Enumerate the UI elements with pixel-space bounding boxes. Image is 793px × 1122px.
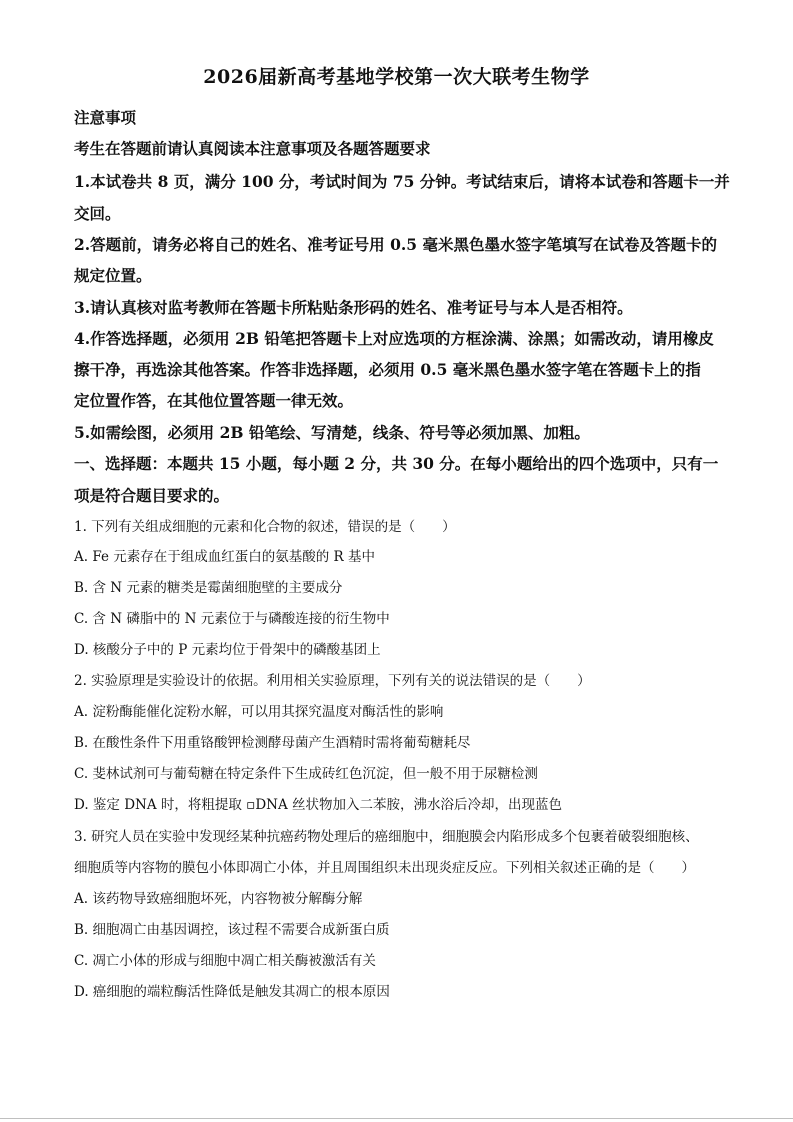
- notice-intro: 考生在答题前请认真阅读本注意事项及各题答题要求: [74, 139, 431, 158]
- question-stem: 细胞质等内容物的膜包小体即凋亡小体，并且周围组织未出现炎症反应。下列相关叙述正确的是（ ）: [74, 860, 695, 876]
- notice-heading: 注意事项: [74, 108, 137, 127]
- answer-option: A. 该药物导致癌细胞坏死，内容物被分解酶分解: [74, 891, 363, 907]
- notice-line: 擦干净，再选涂其他答案。作答非选择题，必须用 0.5 毫米黑色墨水签字笔在答题卡上的指: [74, 360, 701, 379]
- answer-option: C. 含 N 磷脂中的 N 元素位于与磷酸连接的衍生物中: [74, 611, 390, 627]
- section-heading: 项是符合题目要求的。: [74, 486, 230, 505]
- section-heading: 一、选择题：本题共 15 小题，每小题 2 分，共 30 分。在每小题给出的四个选项中，只有一: [74, 454, 719, 473]
- question-stem: 2. 实验原理是实验设计的依据。利用相关实验原理，下列有关的说法错误的是（ ）: [74, 673, 591, 689]
- answer-option: D. 鉴定 DNA 时，将粗提取 ▫DNA 丝状物加入二苯胺，沸水浴后冷却，出现蓝色: [74, 797, 563, 813]
- question-stem: 1. 下列有关组成细胞的元素和化合物的叙述，错误的是（ ）: [74, 519, 456, 535]
- notice-line: 3.请认真核对监考教师在答题卡所粘贴条形码的姓名、准考证号与本人是否相符。: [74, 298, 633, 317]
- notice-line: 4.作答选择题，必须用 2B 铅笔把答题卡上对应选项的方框涂满、涂黑；如需改动，请用橡皮: [74, 329, 714, 348]
- answer-option: A. 淀粉酶能催化淀粉水解，可以用其探究温度对酶活性的影响: [74, 704, 444, 720]
- notice-line: 5.如需绘图，必须用 2B 铅笔绘、写清楚，线条、符号等必须加黑、加粗。: [74, 423, 590, 442]
- answer-option: B. 细胞凋亡由基因调控，该过程不需要合成新蛋白质: [74, 922, 390, 938]
- answer-option: B. 在酸性条件下用重铬酸钾检测酵母菌产生酒精时需将葡萄糖耗尽: [74, 735, 471, 751]
- question-stem: 3. 研究人员在实验中发现经某种抗癌药物处理后的癌细胞中，细胞膜会内陷形成多个包裹着破裂细胞核、: [74, 829, 699, 845]
- answer-option: C. 斐林试剂可与葡萄糖在特定条件下生成砖红色沉淀，但一般不用于尿糖检测: [74, 766, 538, 782]
- notice-line: 1.本试卷共 8 页，满分 100 分，考试时间为 75 分钟。考试结束后，请将本试卷和答题卡一并: [74, 172, 730, 191]
- notice-line: 定位置作答，在其他位置答题一律无效。: [74, 391, 354, 410]
- notice-line: 2.答题前，请务必将自己的姓名、准考证号用 0.5 毫米黑色墨水签字笔填写在试卷及答题卡的: [74, 235, 717, 254]
- page-bottom-rule: [0, 1118, 793, 1119]
- answer-option: C. 凋亡小体的形成与细胞中凋亡相关酶被激活有关: [74, 953, 376, 969]
- notice-line: 规定位置。: [74, 266, 152, 285]
- notice-line: 交回。: [74, 204, 121, 223]
- answer-option: B. 含 N 元素的糖类是霉菌细胞壁的主要成分: [74, 580, 343, 596]
- answer-option: D. 核酸分子中的 P 元素均位于骨架中的磷酸基团上: [74, 642, 381, 658]
- answer-option: A. Fe 元素存在于组成血红蛋白的氨基酸的 R 基中: [74, 549, 375, 565]
- exam-title: 2026届新高考基地学校第一次大联考生物学: [203, 66, 590, 88]
- answer-option: D. 癌细胞的端粒酶活性降低是触发其凋亡的根本原因: [74, 984, 390, 1000]
